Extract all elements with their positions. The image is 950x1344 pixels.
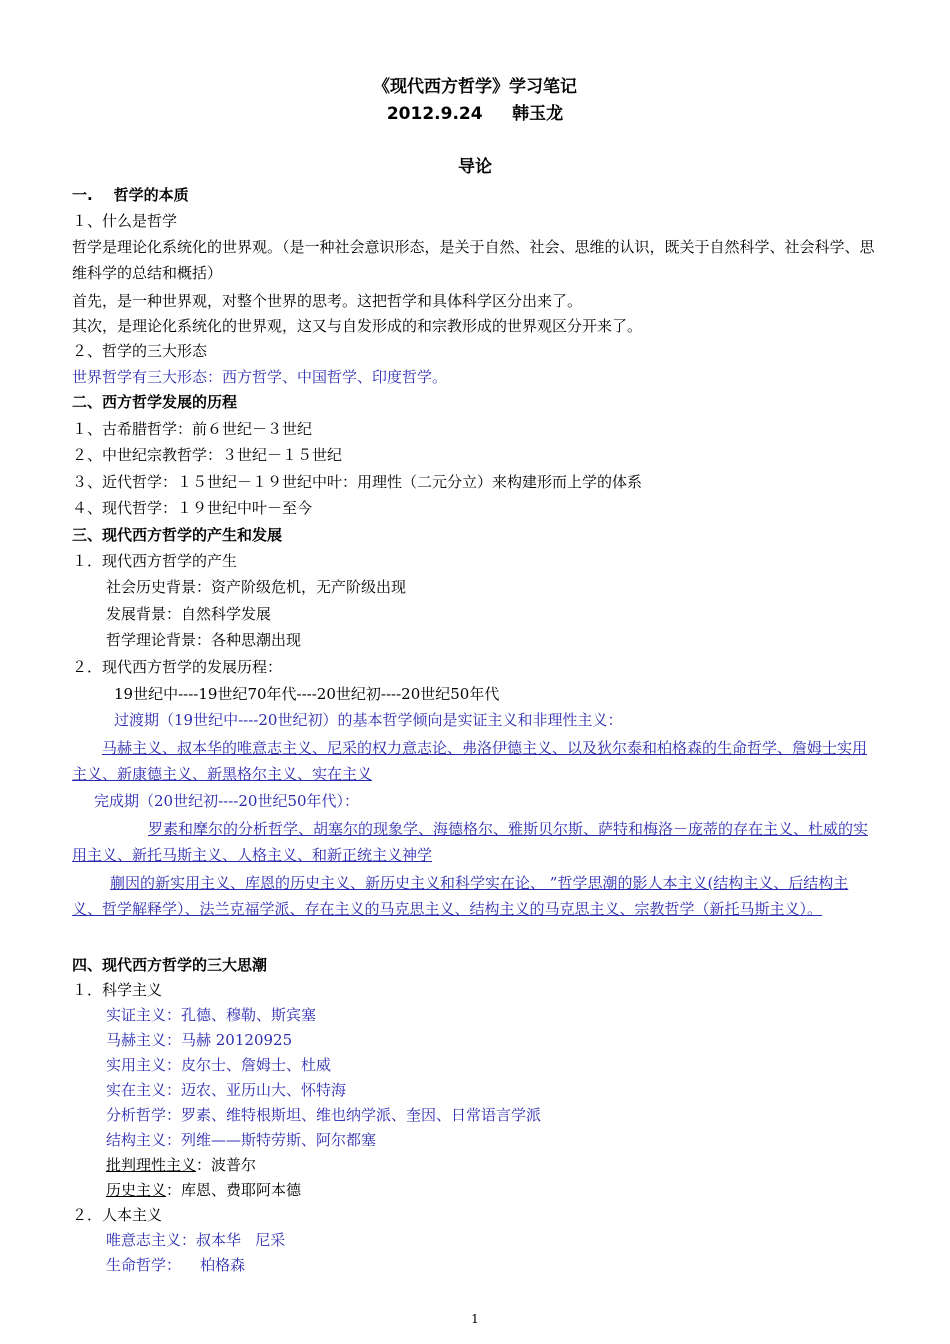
transition-philosophies: 马赫主义、叔本华的唯意志主义、尼采的权力意志论、弗洛伊德主义、以及狄尔泰和柏格森的生命哲学、詹姆士实用主义、新康德主义、新黑格尔主义、实在主义 (72, 739, 868, 783)
section-3-title: 三、现代西方哲学的产生和发展 (72, 526, 283, 544)
history-item: ２、中世纪宗教哲学：３世纪－１５世纪 (72, 446, 343, 464)
historicism-value: ：库恩、费耶阿本德 (166, 1181, 302, 1199)
section-2-title: 二、西方哲学发展的历程 (72, 393, 238, 411)
second-point: 其次，是理论化系统化的世界观，这又与自发形成的和宗教形成的世界观区分开来了。 (72, 317, 643, 335)
section-1-title: 一. 哲学的本质 (72, 186, 189, 204)
document-subtitle: 2012.9.24 韩玉龙 (386, 104, 564, 124)
historicism (106, 1180, 301, 1200)
timeline: 19世纪中----19世纪70年代----20世纪初----20世纪50年代 (114, 685, 500, 703)
philosophy-definition: 哲学是理论化系统化的世界观。（是一种社会意识形态，是关于自然、社会、思维的认识，既关于自然科学、社会科学、思维科学的总结和概括） (72, 238, 875, 282)
school-item: 马赫主义：马赫 20120925 (106, 1031, 293, 1049)
three-forms: 世界哲学有三大形态：西方哲学、中国哲学、印度哲学。 (72, 368, 448, 386)
section-1-question-2: ２、哲学的三大形态 (72, 342, 208, 360)
history-item: ３、近代哲学：１５世纪－１９世纪中叶：用理性（二元分立）来构建形而上学的体系 (72, 473, 643, 491)
chapter-heading: 导论 (458, 157, 492, 177)
humanism-heading: ２．人本主义 (72, 1206, 163, 1224)
voluntarism: 唯意志主义：叔本华 尼采 (106, 1231, 286, 1249)
history-item: １、古希腊哲学：前６世纪－３世纪 (72, 420, 313, 438)
development-heading: ２．现代西方哲学的发展历程： (72, 658, 283, 676)
critical-rationalism-label: 批判理性主义 (106, 1156, 197, 1174)
transition-period: 过渡期（19世纪中----20世纪初）的基本哲学倾向是实证主义和非理性主义： (114, 711, 623, 729)
theory-background: 哲学理论背景：各种思潮出现 (106, 631, 302, 649)
life-philosophy: 生命哲学： 柏格森 (106, 1256, 246, 1274)
social-background: 社会历史背景：资产阶级危机，无产阶级出现 (106, 578, 407, 596)
first-point: 首先，是一种世界观，对整个世界的思考。这把哲学和具体科学区分出来了。 (72, 292, 583, 310)
critical-rationalism (106, 1155, 256, 1175)
section-1-question-1: １、什么是哲学 (72, 212, 178, 230)
historicism-label: 历史主义 (106, 1181, 167, 1199)
origin-heading: １．现代西方哲学的产生 (72, 552, 238, 570)
later-philosophies: 蒯因的新实用主义、库恩的历史主义、新历史主义和科学实在论、 ”哲学思潮的影人本主义(结构主义、后结构主义、哲学解释学）、法兰克福学派、存在主义的马克思主义、结构主义的马克思主义、宗教哲学（新托马斯主义）。 (72, 874, 849, 918)
document-title: 《现代西方哲学》学习笔记 (373, 77, 577, 97)
school-item: 分析哲学：罗素、维特根斯坦、维也纳学派、奎因、日常语言学派 (106, 1106, 542, 1124)
school-item: 实证主义：孔德、穆勒、斯宾塞 (106, 1006, 317, 1024)
development-background: 发展背景：自然科学发展 (106, 605, 272, 623)
school-item: 结构主义：列维——斯特劳斯、阿尔都塞 (106, 1131, 377, 1149)
completion-period: 完成期（20世纪初----20世纪50年代）： (94, 792, 360, 810)
history-item: ４、现代哲学：１９世纪中叶－至今 (72, 499, 313, 517)
page-number: 1 (471, 1312, 479, 1326)
completion-philosophies: 罗素和摩尔的分析哲学、胡塞尔的现象学、海德格尔、雅斯贝尔斯、萨特和梅洛－庞蒂的存在主义、杜威的实用主义、新托马斯主义、人格主义、和新正统主义神学 (72, 820, 869, 864)
section-4-title: 四、现代西方哲学的三大思潮 (72, 956, 268, 974)
school-item: 实用主义：皮尔士、詹姆士、杜威 (106, 1056, 332, 1074)
critical-rationalism-value: ：波普尔 (196, 1156, 257, 1174)
scientism-heading: １．科学主义 (72, 981, 163, 999)
school-item: 实在主义：迈农、亚历山大、怀特海 (106, 1081, 347, 1099)
